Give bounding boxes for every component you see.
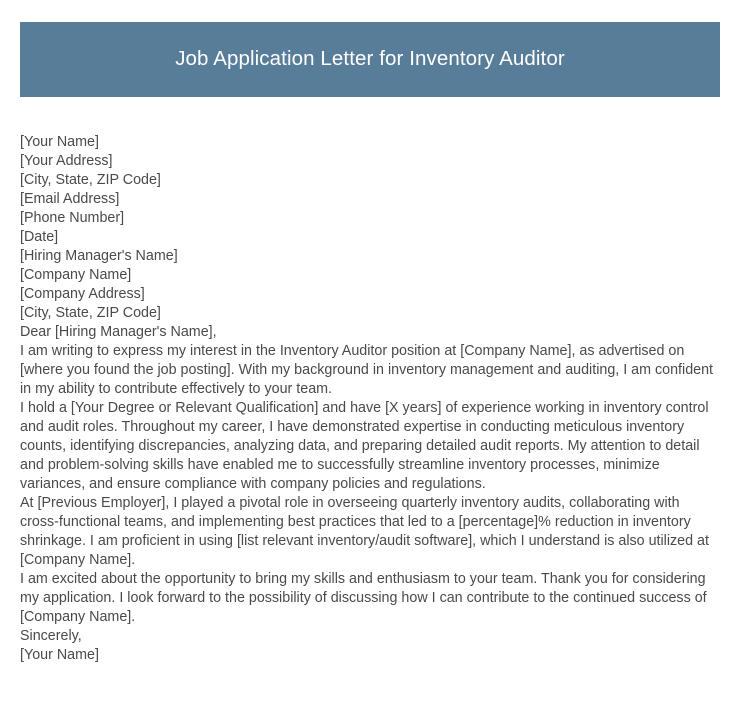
sender-address-block	[20, 133, 722, 247]
body-paragraph: I hold a [Your Degree or Relevant Qualification] and have [X years] of experience working in inventory control and audit roles. Throughout my career, I have demonstrated expertise in conducting meticulous inventory counts, identifying discrepancies, analyzing data, and preparing detailed audit reports. My attention to detail and problem-solving skills have enabled me to successfully streamline inventory processes, minimize variances, and ensure compliance with company policies and regulations.	[20, 400, 709, 492]
body-paragraph: I am excited about the opportunity to bring my skills and enthusiasm to your team. Thank you for considering my application. I look forward to the possibility of discussing how I can contribute to the continued success of [Company Name].	[20, 571, 707, 625]
letter-body	[20, 133, 722, 665]
body-paragraph: At [Previous Employer], I played a pivotal role in overseeing quarterly inventory audits, collaborating with cross-functional teams, and implementing best practices that led to a [percentage]% reduction in inventory shrinkage. I am proficient in using [list relevant inventory/audit software], which I understand is also utilized at [Company Name].	[20, 495, 709, 568]
sender-line: [Your Address]	[20, 153, 113, 169]
sender-line: [Phone Number]	[20, 210, 125, 226]
sender-line: [Date]	[20, 229, 59, 245]
recipient-address-block	[20, 247, 722, 323]
recipient-line: [Company Name]	[20, 267, 132, 283]
closing-salutation: Sincerely,	[20, 628, 82, 644]
document-header-banner	[20, 22, 720, 97]
signature-name: [Your Name]	[20, 647, 99, 663]
recipient-line: [City, State, ZIP Code]	[20, 305, 161, 321]
sender-line: [City, State, ZIP Code]	[20, 172, 161, 188]
body-paragraph: I am writing to express my interest in the Inventory Auditor position at [Company Name], as advertised on [where you found the job posting]. With my background in inventory management and auditing, I am confident in my ability to contribute effectively to your team.	[20, 343, 714, 397]
recipient-line: [Hiring Manager's Name]	[20, 248, 178, 264]
sender-line: [Your Name]	[20, 134, 99, 150]
recipient-line: [Company Address]	[20, 286, 145, 302]
salutation: Dear [Hiring Manager's Name],	[20, 324, 217, 340]
sender-line: [Email Address]	[20, 191, 120, 207]
page-title: Job Application Letter for Inventory Auditor	[175, 47, 565, 71]
